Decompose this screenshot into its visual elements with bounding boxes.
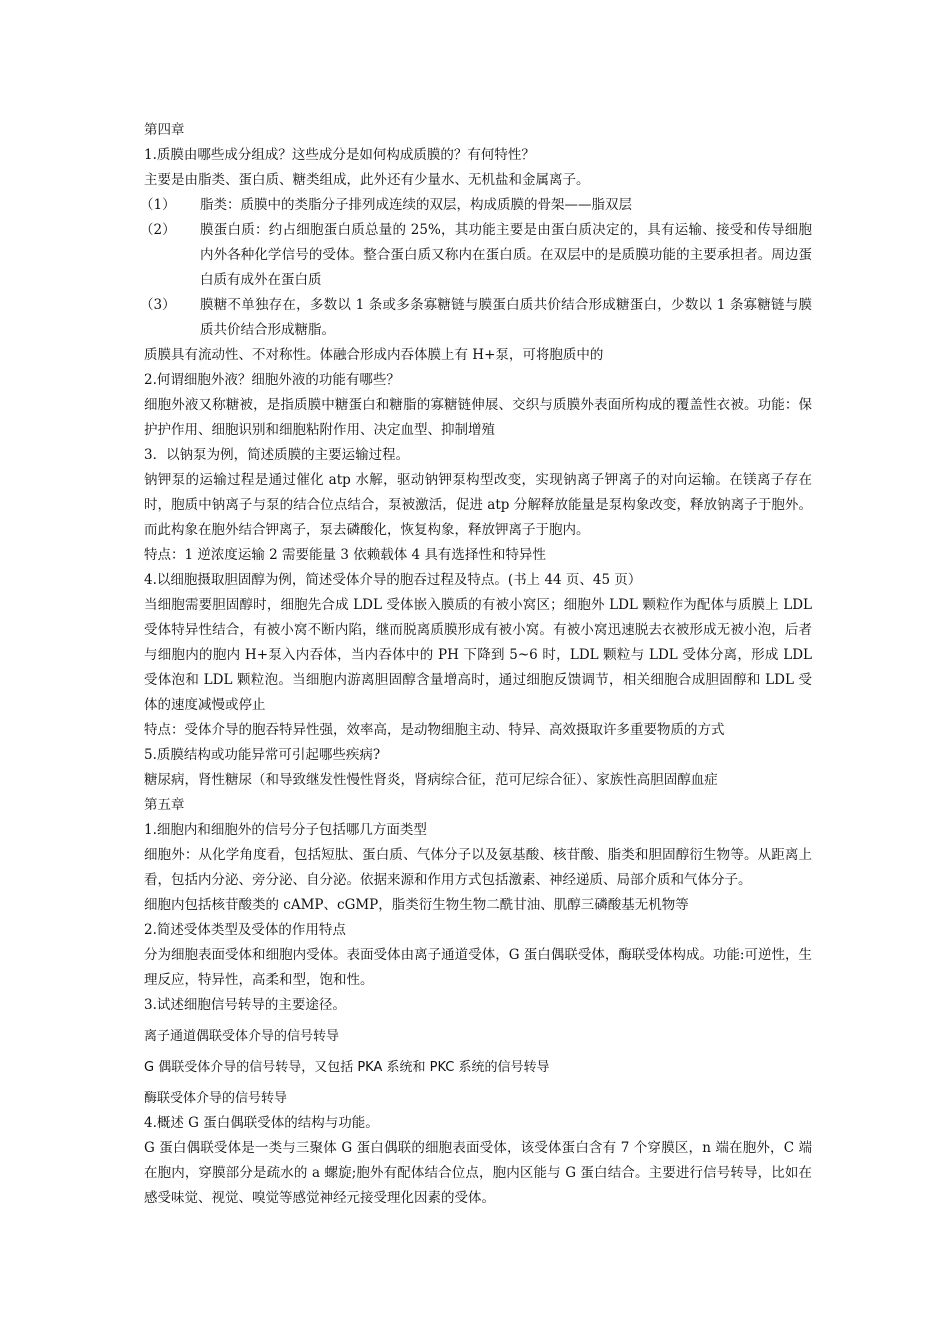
ch4-answer-5: 糖尿病，肾性糖尿（和导致继发性慢性肾炎，肾病综合征，范可尼综合征）、家族性高胆固醇血症 bbox=[144, 772, 718, 788]
list-text: 膜糖不单独存在，多数以 1 条或多条寡糖链与膜蛋白质共价结合形成糖蛋白，少数以 1 条寡糖链与膜质共价结合形成糖脂。 bbox=[200, 297, 812, 338]
ch4-question-3: 3．以钠泵为例，简述质膜的主要运输过程。 bbox=[144, 447, 410, 463]
ch4-list-item-1 bbox=[140, 193, 812, 218]
list-text: 脂类：质膜中的类脂分子排列成连续的双层，构成质膜的骨架——脂双层 bbox=[200, 197, 632, 213]
document-page bbox=[140, 118, 812, 1211]
ch4-list-item-3 bbox=[140, 293, 812, 343]
ch4-answer-4: 当细胞需要胆固醇时，细胞先合成 LDL 受体嵌入膜质的有被小窝区；细胞外 LDL 颗粒作为配体与质膜上 LDL 受体特异性结合，有被小窝不断内陷，继而脱离质膜形成有被小窝。有被小窝迅速脱去衣被形成无被小泡，后者与细胞内的胞内 H+泵入内吞体，当内吞体中的 PH 下降到 5~6 时，LDL 颗粒与 LDL 受体分离，形成 LDL 受体泡和 LDL 颗粒泡。当细胞内游离胆固醇含量增高时，通过细胞反馈调节，相关细胞合成胆固醇和 LDL 受体的速度减慢或停止 bbox=[144, 597, 812, 713]
chapter-4-title: 第四章 bbox=[144, 122, 185, 138]
ch4-question-2: 2.何谓细胞外液？细胞外液的功能有哪些？ bbox=[144, 372, 400, 388]
list-text: 膜蛋白质：约占细胞蛋白质总量的 25%，其功能主要是由蛋白质决定的，具有运输、接受和传导细胞内外各种化学信号的受体。整合蛋白质又称内在蛋白质。在双层中的是质膜功能的主要承担者。周边蛋白质有成外在蛋白质 bbox=[200, 222, 812, 288]
ch5-answer-3a: 离子通道偶联受体介导的信号转导 bbox=[144, 1029, 340, 1044]
ch5-answer-1b: 细胞内包括核苷酸类的 cAMP、cGMP，脂类衍生物生物二酰甘油、肌醇三磷酸基无机物等 bbox=[144, 897, 689, 913]
ch5-question-3: 3.试述细胞信号转导的主要途径。 bbox=[144, 997, 346, 1013]
ch4-answer-2: 细胞外液又称糖被，是指质膜中糖蛋白和糖脂的寡糖链伸展、交织与质膜外表面所构成的覆盖性衣被。功能：保护护作用、细胞识别和细胞粘附作用、决定血型、抑制增殖 bbox=[144, 397, 812, 438]
ch4-answer-1b: 质膜具有流动性、不对称性。体融合形成内吞体膜上有 H+泵，可将胞质中的 bbox=[144, 347, 604, 363]
chapter-5-title: 第五章 bbox=[144, 797, 185, 813]
ch5-answer-1: 细胞外：从化学角度看，包括短肽、蛋白质、气体分子以及氨基酸、核苷酸、脂类和胆固醇衍生物等。从距离上看，包括内分泌、旁分泌、自分泌。依据来源和作用方式包括激素、神经递质、局部介质和气体分子。 bbox=[144, 847, 812, 888]
ch4-answer-3: 钠钾泵的运输过程是通过催化 atp 水解，驱动钠钾泵构型改变，实现钠离子钾离子的对向运输。在镁离子存在时，胞质中钠离子与泵的结合位点结合，泵被激活，促进 atp 分解释放能量是泵构象改变，释放钠离子于胞外。而此构象在胞外结合钾离子，泵去磷酸化，恢复构象，释放钾离子于胞内。 bbox=[144, 472, 812, 538]
ch5-answer-3b: G 偶联受体介导的信号转导，又包括 PKA 系统和 PKC 系统的信号转导 bbox=[144, 1060, 550, 1075]
list-number: （3） bbox=[140, 297, 176, 313]
ch4-answer-4b: 特点：受体介导的胞吞特异性强，效率高，是动物细胞主动、特异、高效摄取许多重要物质的方式 bbox=[144, 722, 725, 738]
ch5-question-1: 1.细胞内和细胞外的信号分子包括哪几方面类型 bbox=[144, 822, 427, 838]
ch5-question-4: 4.概述 G 蛋白偶联受体的结构与功能。 bbox=[144, 1115, 379, 1131]
list-number: （2） bbox=[140, 222, 176, 238]
list-number: （1） bbox=[140, 197, 176, 213]
ch4-answer-3b: 特点：1 逆浓度运输 2 需要能量 3 依赖载体 4 具有选择性和特异性 bbox=[144, 547, 546, 563]
ch4-question-5: 5.质膜结构或功能异常可引起哪些疾病? bbox=[144, 747, 381, 763]
ch4-question-1: 1.质膜由哪些成分组成？这些成分是如何构成质膜的？有何特性？ bbox=[144, 147, 535, 163]
ch5-question-2: 2.简述受体类型及受体的作用特点 bbox=[144, 922, 346, 938]
ch4-list-item-2 bbox=[140, 218, 812, 293]
ch5-answer-2: 分为细胞表面受体和细胞内受体。表面受体由离子通道受体，G 蛋白偶联受体，酶联受体构成。功能:可逆性，生理反应，特异性，高柔和型，饱和性。 bbox=[144, 947, 812, 988]
ch4-answer-1: 主要是由脂类、蛋白质、糖类组成，此外还有少量水、无机盐和金属离子。 bbox=[144, 172, 590, 188]
ch5-answer-4: G 蛋白偶联受体是一类与三聚体 G 蛋白偶联的细胞表面受体，该受体蛋白含有 7 个穿膜区，n 端在胞外，C 端在胞内，穿膜部分是疏水的 a 螺旋;胞外有配体结合位点，胞内区能与 G 蛋白结合。主要进行信号转导，比如在感受味觉、视觉、嗅觉等感觉神经元接受理化因素的受体。 bbox=[144, 1140, 812, 1206]
ch5-answer-3c: 酶联受体介导的信号转导 bbox=[144, 1091, 288, 1106]
ch4-question-4: 4.以细胞摄取胆固醇为例，简述受体介导的胞吞过程及特点。(书上 44 页、45 页） bbox=[144, 572, 642, 588]
